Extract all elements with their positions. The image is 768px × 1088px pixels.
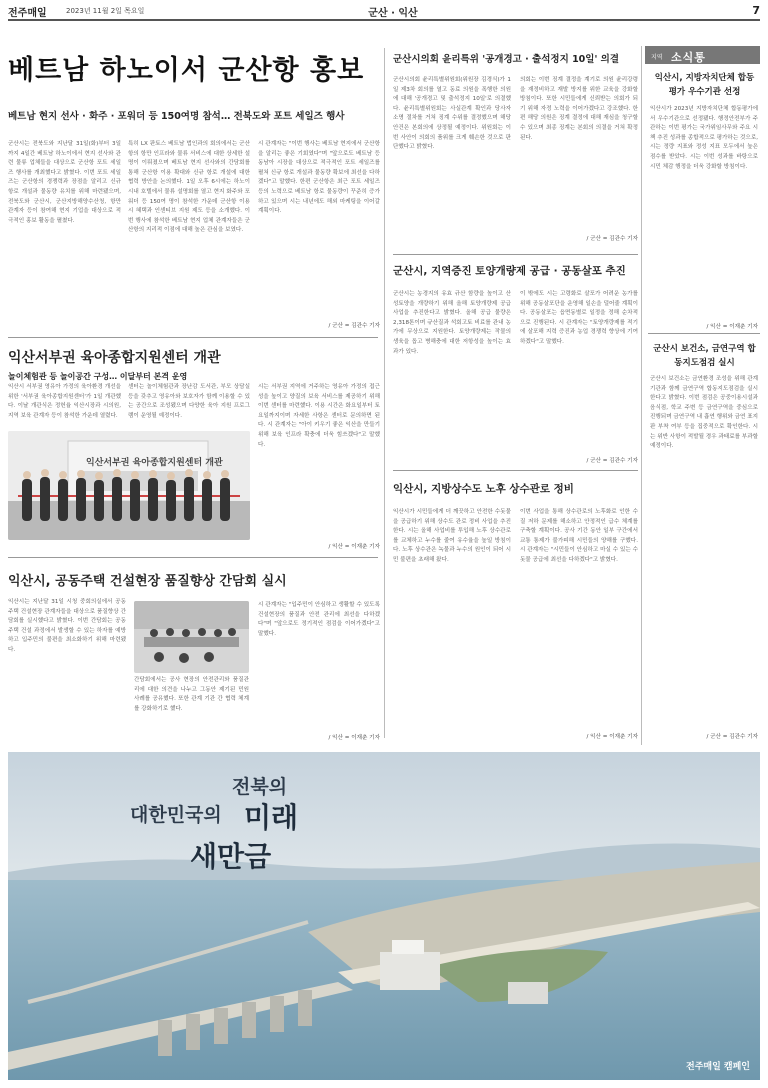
article1-col3: 시 관계자는 "이번 행사는 베트남 현지에서 군산항을 알리는 좋은 기회였다"며 "앞으로도 베트남 등 동남아 시장을 대상으로 적극적인 포트 세일즈를 펼쳐 신규 항로 개설과 물동량 확보에 최선을 다하겠다"고 말했다. 한편 군산항은 최근 포트 세일즈 등의 노력으로 베트남 항로 물동량이 꾸준히 증가하고 있으며 시는 내년에도 해외 마케팅을 이어갈 계획이다.: [258, 141, 380, 215]
newspaper-brand: 전주매일: [8, 8, 47, 19]
sidebar-divider: [641, 46, 642, 745]
article3-title: 익산서부권 육아종합지원센터 개관: [8, 350, 221, 366]
column-divider: [384, 48, 385, 738]
article1-title: 베트남 하노이서 군산항 홍보: [8, 55, 365, 86]
divider: [393, 470, 638, 471]
campaign-ad: [8, 752, 760, 1080]
ad-footer: 전주매일 캠페인: [686, 1062, 750, 1072]
article2-byline: / 군산 = 김관수 기자: [586, 236, 638, 242]
divider: [8, 557, 378, 558]
article5-col2: 이번 사업을 통해 상수관로의 노후화로 인한 수질 저하 문제를 해소하고 안정적인 급수 체계를 구축할 계획이다. 공사 기간 동안 일부 구간에서 교통 통제가 불가피해 시민들의 양해를 구했다. 시 관계자는 "시민들이 안심하고 마실 수 있는 수돗물 공급에 최선을 다하겠다"고 밝혔다.: [520, 509, 638, 563]
article4-col1: 군산시는 농경지의 유효 규산 함량을 높이고 산성토양을 개량하기 위해 올해 토양개량제 공급 사업을 추진한다고 밝혔다. 올해 공급 물량은 2,318톤이며 규산질과 석회고토 비료를 관내 농가에 무상으로 지원한다. 토양개량제는 작물의 생육을 돕고 병해충에 대한 저항성을 높이는 효과가 있다.: [393, 291, 511, 355]
article2-title: 군산시의회 윤리특위 '공개경고 · 출석정지 10일' 의결: [393, 54, 620, 65]
photo-banner-text: 익산서부권 육아종합지원센터 개관: [86, 458, 223, 468]
article2-col1: 군산시의회 윤리특별위원회(위원장 김경식)가 1일 제3차 회의를 열고 동료 의원을 폭행한 의원에 대해 '공개경고 및 출석정지 10일'로 의결했다. 윤리특별위원회는 사실관계 확인과 당사자 소명 절차를 거쳐 징계 수위를 결정했으며 해당 안건은 본회의에 상정될 예정이다. 위원회는 이번 사안이 의회의 품위를 크게 훼손한 것으로 판단했다고 밝혔다.: [393, 77, 511, 151]
ad-line2: 대한민국의: [130, 804, 222, 826]
sidebar-item1-byline: / 익산 = 이재춘 기자: [706, 324, 758, 330]
article3-byline: / 익산 = 이재춘 기자: [328, 544, 380, 550]
article1-subtitle: 베트남 현지 선사 · 화주 · 포워더 등 150여명 참석… 전북도와 포트 세일즈 행사: [8, 111, 345, 122]
sidebar-item1-body: 익산시가 2023년 지방자치단체 합동평가에서 우수기관으로 선정됐다. 행정안전부가 주관하는 이번 평가는 국가위임사무와 주요 시책 추진 성과를 종합적으로 평가하는 것으로, 시는 정량 지표와 정성 지표 모두에서 높은 점수를 받았다. 시는 이번 성과를 바탕으로 시민 체감 행정을 더욱 강화할 방침이다.: [650, 106, 758, 170]
article4-col2: 이 밖에도 시는 고령화로 살포가 어려운 농가를 위해 공동살포단을 운영해 일손을 덜어줄 계획이다. 공동살포는 읍면동별로 일정을 정해 순차적으로 진행된다. 시 관계자는 "토양개량제를 적기에 살포해 지력 증진과 농업 경쟁력 향상에 기여하겠다"고 말했다.: [520, 291, 638, 345]
masthead-rule: [8, 19, 760, 21]
ribbon-cutting-photo: [8, 431, 250, 540]
sidebar-item1-title: 익산시, 지방자치단체 합동평가 우수기관 선정: [654, 73, 755, 97]
article6-col3: 시 관계자는 "입주민이 안심하고 생활할 수 있도록 건설현장의 품질과 안전 관리에 최선을 다하겠다"며 "앞으로도 정기적인 점검을 이어가겠다"고 말했다.: [258, 602, 380, 637]
article6-col1: 익산시는 지난달 31일 시청 중회의실에서 공동주택 건설현장 관계자들을 대상으로 품질향상 간담회를 실시했다고 밝혔다. 이번 간담회는 공동주택 건설 과정에서 발생할 수 있는 하자를 예방하고 입주민의 불편을 최소화하기 위해 마련됐다.: [8, 599, 126, 653]
article5-byline: / 익산 = 이재춘 기자: [586, 734, 638, 740]
article2-col2: 의회는 이번 징계 결정을 계기로 의원 윤리강령을 재정비하고 재발 방지를 위한 교육을 강화할 방침이다. 또한 시민들에게 신뢰받는 의회가 되기 위해 자정 노력을 이어가겠다고 강조했다. 한편 해당 의원은 징계 결정에 대해 재심을 청구할 수 있으며 최종 징계는 본회의 의결을 거쳐 확정된다.: [520, 77, 638, 141]
article3-subtitle: 놀이체험관 등 놀이공간 구성… 이달부터 본격 운영: [8, 372, 188, 381]
article1-byline: / 군산 = 김관수 기자: [328, 323, 380, 329]
sidebar-header-title: 소식통: [671, 51, 706, 64]
article3-col2: 센터는 놀이체험관과 장난감 도서관, 부모 상담실 등을 갖추고 영유아와 보호자가 함께 이용할 수 있는 공간으로 조성됐으며 다양한 육아 지원 프로그램이 운영될 예정이다.: [128, 384, 250, 419]
divider: [8, 337, 378, 338]
article5-col1: 익산시가 시민들에게 더 깨끗하고 안전한 수돗물을 공급하기 위해 상수도 관로 정비 사업을 추진한다. 시는 올해 사업비를 투입해 노후 상수관로를 교체하고 누수를 줄여 유수율을 높일 방침이다. 노후 상수관은 녹물과 누수의 원인이 되어 시민 불편을 초래해 왔다.: [393, 509, 511, 563]
sidebar-item2-body: 군산시 보건소는 금연환경 조성을 위해 관계 기관과 함께 금연구역 합동지도점검을 실시한다고 밝혔다. 이번 점검은 공중이용시설과 음식점, 학교 주변 등 금연구역을 중심으로 진행되며 금연구역 내 흡연 행위와 금연 표지판 부착 여부 등을 집중적으로 확인한다. 시는 위반 사항이 적발될 경우 과태료를 부과할 예정이다.: [650, 376, 758, 450]
ad-line4: 새만금: [190, 840, 272, 873]
article4-title: 군산시, 지역증진 토양개량제 공급 · 공동살포 추진: [393, 265, 626, 277]
meeting-photo: [134, 601, 249, 673]
article3-photo: [8, 431, 250, 540]
article6-byline: / 익산 = 이재춘 기자: [328, 735, 380, 741]
sidebar-item2-byline: / 군산 = 김관수 기자: [706, 734, 758, 740]
section-name: 군산 · 익산: [368, 8, 418, 19]
article6-col2: 간담회에서는 공사 현장의 안전관리와 품질관리에 대한 의견을 나누고 그동안 제기된 민원 사례를 공유했다. 또한 관계 기관 간 협력 체계를 강화하기로 했다.: [134, 677, 249, 712]
article1-col2: 특히 LX 판토스 베트남 법인과의 회의에서는 군산항의 항만 인프라와 물류 서비스에 대한 상세한 설명이 이뤄졌으며 베트남 현지 선사와의 간담회를 통해 군산항 이용 확대와 신규 항로 개설에 대한 협력 방안을 논의했다. 1일 오후 6시에는 하노이 시내 호텔에서 물류 설명회를 열고 현지 화주와 포워더 등 150여 명이 참석한 가운데 군산항 이용 시 혜택과 인센티브 지원 제도 등을 소개했다. 이번 행사에 참석한 베트남 현지 업체 관계자들은 군산항의 지리적 이점에 대해 높은 관심을 보였다.: [128, 141, 250, 234]
article6-photo: [134, 601, 249, 673]
sidebar-header-label: 지역: [651, 54, 663, 61]
saemangeum-aerial-photo: [8, 752, 760, 1080]
divider: [648, 333, 760, 334]
sidebar-item2-title: 군산시 보건소, 금연구역 합동지도점검 실시: [653, 344, 756, 368]
article5-title: 익산시, 지방상수도 노후 상수관로 정비: [393, 483, 574, 495]
article6-title: 익산시, 공동주택 건설현장 품질향상 간담회 실시: [8, 574, 287, 589]
sidebar-header: [645, 46, 760, 64]
ad-line1: 전북의: [232, 776, 288, 798]
article4-byline: / 군산 = 김관수 기자: [586, 458, 638, 464]
article1-col1: 군산시는 전북도와 지난달 31일(화)부터 3일까지 4일간 베트남 하노이에서 현지 선사와 관련 물류 업체들을 대상으로 군산항 포트 세일즈 행사를 개최했다고 밝혔다. 이번 포트 세일즈는 군산항의 경쟁력과 장점을 알리고 신규 항로 개설과 물동량 유치를 위해 마련됐으며, 전북도와 군산시, 군산지방해양수산청, 항만 관계자 등이 참여해 현지 기업을 대상으로 적극적인 홍보 활동을 펼쳤다.: [8, 141, 121, 224]
masthead: [8, 4, 760, 18]
article3-col3: 시는 서부권 지역에 거주하는 영유아 가정의 접근성을 높이고 양질의 보육 서비스를 제공하기 위해 이번 센터를 마련했다. 이용 시간은 화요일부터 토요일까지이며 자세한 사항은 센터로 문의하면 된다. 시 관계자는 "아이 키우기 좋은 익산을 만들기 위해 보육 인프라 확충에 더욱 힘쓰겠다"고 말했다.: [258, 384, 380, 448]
page-number: 7: [752, 4, 760, 17]
issue-date: 2023년 11월 2일 목요일: [66, 7, 145, 15]
divider: [393, 254, 638, 255]
ad-line3: 미래: [244, 801, 299, 834]
article3-col1: 익산시 서부권 영유아 가정의 육아환경 개선을 위한 '서부권 육아종합지원센터'가 1일 개관했다. 이날 개관식은 정헌율 익산시장과 시의원, 지역 보육 관계자 등이 참석한 가운데 열렸다.: [8, 384, 121, 419]
